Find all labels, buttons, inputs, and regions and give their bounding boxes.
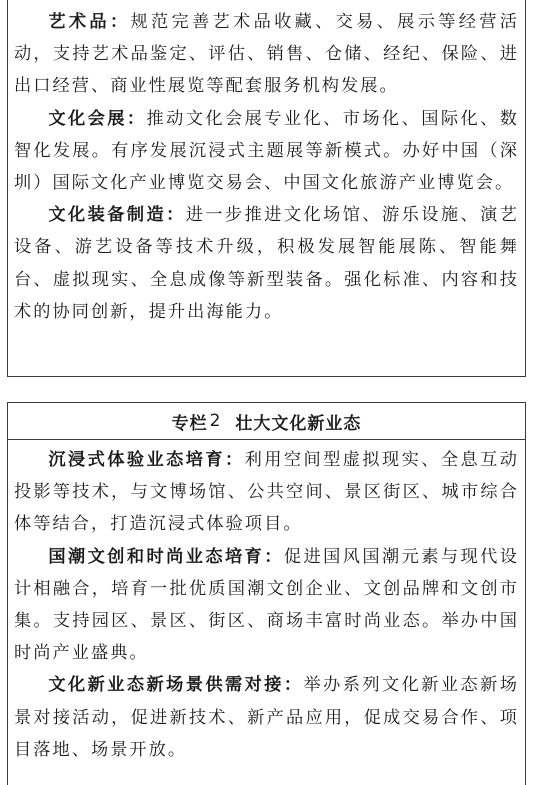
paragraph-lead: 文化会展：	[48, 108, 147, 129]
paragraph-text: 推动文化会展专业化、市场化、国际化、数智化发展。有序发展沉浸式主题展等新模式。办好中国（深圳）国际文化产业博览交易会、中国文化旅游产业博览会。	[14, 108, 519, 194]
paragraph-text: 举办系列文化新业态新场景对接活动，促进新技术、新产品应用，促成交易合作、项目落地、场景开放。	[14, 675, 519, 760]
column-body	[8, 440, 525, 766]
paragraph-art-market	[14, 6, 519, 103]
paragraph-lead: 文化新业态新场景供需对接：	[48, 675, 304, 696]
column-number: 2	[209, 411, 222, 431]
paragraph-immersive-experience	[14, 444, 519, 541]
paragraph-text: 利用空间型虚拟现实、全息互动投影等技术，与文博场馆、公共空间、景区街区、城市综合体等结合，打造沉浸式体验项目。	[14, 450, 519, 535]
column-label: 专栏	[171, 413, 208, 434]
paragraph-guochao-fashion	[14, 541, 519, 670]
column-box-1	[7, 0, 526, 377]
paragraph-lead: 艺术品：	[48, 12, 131, 32]
paragraph-cultural-equipment	[14, 199, 519, 328]
paragraph-text: 规范完善艺术品收藏、交易、展示等经营活动，支持艺术品鉴定、评估、销售、仓储、经纪、保险、进出口经营、商业性展览等配套服务机构发展。	[14, 12, 520, 97]
paragraph-new-scenarios	[14, 669, 519, 766]
paragraph-lead: 国潮文创和时尚业态培育：	[48, 546, 284, 567]
column-header	[8, 403, 525, 440]
paragraph-lead: 文化装备制造：	[48, 205, 186, 226]
paragraph-lead: 沉浸式体验业态培育：	[48, 450, 245, 470]
column-box-2	[7, 402, 526, 785]
paragraph-cultural-exhibitions	[14, 103, 519, 200]
column-title: 壮大文化新业态	[235, 413, 362, 434]
paragraph-text: 促进国风国潮元素与现代设计相融合，培育一批优质国潮文创企业、文创品牌和文创市集。支持园区、景区、街区、商场丰富时尚业态。举办中国时尚产业盛典。	[14, 546, 519, 664]
paragraph-text: 进一步推进文化场馆、游乐设施、演艺设备、游艺设备等技术升级，积极发展智能展陈、智能舞台、虚拟现实、全息成像等新型装备。强化标准、内容和技术的协同创新，提升出海能力。	[14, 205, 519, 322]
